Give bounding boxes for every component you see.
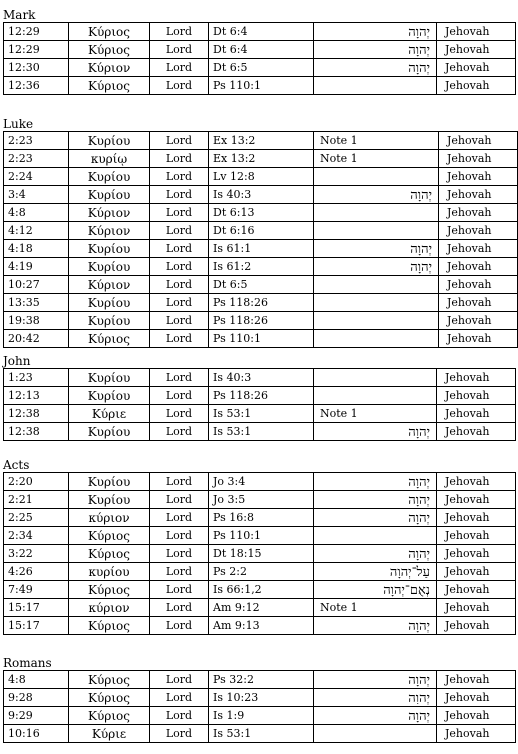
translation-cell: Jehovah <box>439 312 518 330</box>
greek-cell: κύριον <box>69 509 150 527</box>
english-cell: Lord <box>150 725 209 743</box>
section-john <box>3 354 490 441</box>
greek-cell: Κύριε <box>69 405 150 423</box>
ot-ref-cell: Is 61:2 <box>209 258 314 276</box>
hebrew-cell: יְהוָה <box>314 423 437 441</box>
table-row <box>4 423 516 441</box>
english-cell: Lord <box>150 423 209 441</box>
translation-cell: Jehovah <box>437 369 516 387</box>
translation-cell: Jehovah <box>437 563 516 581</box>
greek-cell: Κυρίου <box>69 423 150 441</box>
translation-cell: Jehovah <box>437 581 516 599</box>
verse-cell: 19:38 <box>4 312 69 330</box>
table-row <box>4 473 516 491</box>
translation-cell: Jehovah <box>439 294 518 312</box>
hebrew-cell: יְהוָה <box>314 59 437 77</box>
translation-cell: Jehovah <box>437 527 516 545</box>
hebrew-cell <box>314 204 439 222</box>
english-cell: Lord <box>150 707 209 725</box>
greek-cell: Κυρίου <box>69 294 150 312</box>
verse-cell: 4:8 <box>4 671 69 689</box>
english-cell: Lord <box>150 240 209 258</box>
table-row <box>4 689 516 707</box>
translation-cell: Jehovah <box>439 150 518 168</box>
english-cell: Lord <box>150 168 209 186</box>
table-row <box>4 581 516 599</box>
translation-cell: Jehovah <box>437 23 516 41</box>
translation-cell: Jehovah <box>439 258 518 276</box>
table-row <box>4 59 516 77</box>
hebrew-cell: Note 1 <box>314 599 437 617</box>
table-row <box>4 563 516 581</box>
table-row <box>4 509 516 527</box>
greek-cell: Κυρίου <box>69 186 150 204</box>
ot-ref-cell: Dt 6:5 <box>209 276 314 294</box>
verse-cell: 4:19 <box>4 258 69 276</box>
verse-cell: 12:38 <box>4 405 69 423</box>
table-row <box>4 150 518 168</box>
hebrew-cell: יְהוָה <box>314 240 439 258</box>
ot-ref-cell: Dt 6:4 <box>209 41 314 59</box>
translation-cell: Jehovah <box>437 77 516 95</box>
hebrew-cell: יְהוָה <box>314 186 439 204</box>
hebrew-cell: Note 1 <box>314 150 439 168</box>
ot-ref-cell: Am 9:13 <box>209 617 314 635</box>
section-mark <box>3 8 490 95</box>
ot-ref-cell: Ps 110:1 <box>209 77 314 95</box>
greek-cell: Κύριον <box>69 222 150 240</box>
greek-cell: Κυρίου <box>69 473 150 491</box>
reference-table <box>3 368 516 441</box>
translation-cell: Jehovah <box>439 240 518 258</box>
english-cell: Lord <box>150 509 209 527</box>
english-cell: Lord <box>150 77 209 95</box>
hebrew-cell: יְהוָה <box>314 671 437 689</box>
table-row <box>4 330 518 348</box>
ot-ref-cell: Ex 13:2 <box>209 132 314 150</box>
greek-cell: κυρίου <box>69 563 150 581</box>
section-acts <box>3 458 490 635</box>
english-cell: Lord <box>150 258 209 276</box>
table-row <box>4 387 516 405</box>
ot-ref-cell: Is 61:1 <box>209 240 314 258</box>
english-cell: Lord <box>150 222 209 240</box>
english-cell: Lord <box>150 581 209 599</box>
table-row <box>4 617 516 635</box>
hebrew-cell: יְהוָה <box>314 617 437 635</box>
hebrew-cell: עַל־יְהוָה <box>314 563 437 581</box>
verse-cell: 9:28 <box>4 689 69 707</box>
verse-cell: 2:21 <box>4 491 69 509</box>
verse-cell: 10:16 <box>4 725 69 743</box>
ot-ref-cell: Jo 3:5 <box>209 491 314 509</box>
greek-cell: Κύριος <box>69 545 150 563</box>
translation-cell: Jehovah <box>437 41 516 59</box>
greek-cell: Κύριος <box>69 581 150 599</box>
translation-cell: Jehovah <box>437 387 516 405</box>
hebrew-cell <box>314 294 439 312</box>
greek-cell: Κύριος <box>69 330 150 348</box>
greek-cell: Κυρίου <box>69 132 150 150</box>
ot-ref-cell: Is 10:23 <box>209 689 314 707</box>
english-cell: Lord <box>150 369 209 387</box>
verse-cell: 2:24 <box>4 168 69 186</box>
greek-cell: Κύριος <box>69 527 150 545</box>
ot-ref-cell: Dt 18:15 <box>209 545 314 563</box>
table-row <box>4 23 516 41</box>
ot-ref-cell: Ps 16:8 <box>209 509 314 527</box>
english-cell: Lord <box>150 59 209 77</box>
english-cell: Lord <box>150 689 209 707</box>
verse-cell: 4:12 <box>4 222 69 240</box>
ot-ref-cell: Is 53:1 <box>209 725 314 743</box>
hebrew-cell <box>314 168 439 186</box>
english-cell: Lord <box>150 41 209 59</box>
greek-cell: Κύριος <box>69 689 150 707</box>
translation-cell: Jehovah <box>439 132 518 150</box>
greek-cell: κυρίῳ <box>69 150 150 168</box>
english-cell: Lord <box>150 294 209 312</box>
english-cell: Lord <box>150 617 209 635</box>
translation-cell: Jehovah <box>437 473 516 491</box>
verse-cell: 2:25 <box>4 509 69 527</box>
hebrew-cell: יְהוָה <box>314 23 437 41</box>
ot-ref-cell: Am 9:12 <box>209 599 314 617</box>
ot-ref-cell: Lv 12:8 <box>209 168 314 186</box>
translation-cell: Jehovah <box>439 186 518 204</box>
verse-cell: 12:36 <box>4 77 69 95</box>
table-row <box>4 77 516 95</box>
ot-ref-cell: Is 40:3 <box>209 186 314 204</box>
hebrew-cell <box>314 527 437 545</box>
ot-ref-cell: Jo 3:4 <box>209 473 314 491</box>
verse-cell: 4:8 <box>4 204 69 222</box>
translation-cell: Jehovah <box>437 617 516 635</box>
verse-cell: 10:27 <box>4 276 69 294</box>
hebrew-cell: יְהוָה <box>314 258 439 276</box>
ot-ref-cell: Dt 6:4 <box>209 23 314 41</box>
english-cell: Lord <box>150 204 209 222</box>
hebrew-cell: יְהוָה <box>314 41 437 59</box>
table-row <box>4 707 516 725</box>
section-romans <box>3 656 490 743</box>
verse-cell: 4:26 <box>4 563 69 581</box>
verse-cell: 15:17 <box>4 599 69 617</box>
hebrew-cell: יְהוָה <box>314 473 437 491</box>
verse-cell: 2:20 <box>4 473 69 491</box>
translation-cell: Jehovah <box>437 671 516 689</box>
hebrew-cell <box>314 77 437 95</box>
ot-ref-cell: Ex 13:2 <box>209 150 314 168</box>
ot-ref-cell: Is 53:1 <box>209 423 314 441</box>
translation-cell: Jehovah <box>437 725 516 743</box>
verse-cell: 12:29 <box>4 23 69 41</box>
ot-ref-cell: Ps 2:2 <box>209 563 314 581</box>
greek-cell: Κυρίου <box>69 491 150 509</box>
translation-cell: Jehovah <box>437 405 516 423</box>
greek-cell: Κύριος <box>69 23 150 41</box>
hebrew-cell <box>314 725 437 743</box>
hebrew-cell: יְהוָה <box>314 491 437 509</box>
table-row <box>4 405 516 423</box>
section-title: John <box>3 354 31 368</box>
reference-table <box>3 131 518 348</box>
hebrew-cell: יְהוָה <box>314 509 437 527</box>
verse-cell: 13:35 <box>4 294 69 312</box>
ot-ref-cell: Ps 118:26 <box>209 294 314 312</box>
hebrew-cell: נְאֻם־יְהוָה <box>314 581 437 599</box>
greek-cell: κύριον <box>69 599 150 617</box>
verse-cell: 12:38 <box>4 423 69 441</box>
reference-table <box>3 670 516 743</box>
table-row <box>4 599 516 617</box>
verse-cell: 3:22 <box>4 545 69 563</box>
translation-cell: Jehovah <box>437 689 516 707</box>
ot-ref-cell: Is 53:1 <box>209 405 314 423</box>
ot-ref-cell: Ps 118:26 <box>209 387 314 405</box>
table-row <box>4 168 518 186</box>
table-row <box>4 491 516 509</box>
english-cell: Lord <box>150 599 209 617</box>
english-cell: Lord <box>150 150 209 168</box>
table-row <box>4 222 518 240</box>
verse-cell: 9:29 <box>4 707 69 725</box>
table-row <box>4 294 518 312</box>
verse-cell: 2:23 <box>4 150 69 168</box>
translation-cell: Jehovah <box>439 330 518 348</box>
section-title: Luke <box>3 117 34 131</box>
english-cell: Lord <box>150 405 209 423</box>
table-row <box>4 545 516 563</box>
hebrew-cell: Note 1 <box>314 405 437 423</box>
ot-ref-cell: Is 1:9 <box>209 707 314 725</box>
table-row <box>4 132 518 150</box>
verse-cell: 15:17 <box>4 617 69 635</box>
greek-cell: Κύριε <box>69 725 150 743</box>
verse-cell: 2:34 <box>4 527 69 545</box>
translation-cell: Jehovah <box>437 509 516 527</box>
ot-ref-cell: Dt 6:5 <box>209 59 314 77</box>
section-title: Acts <box>3 458 30 472</box>
table-row <box>4 186 518 204</box>
translation-cell: Jehovah <box>439 204 518 222</box>
translation-cell: Jehovah <box>437 545 516 563</box>
english-cell: Lord <box>150 671 209 689</box>
translation-cell: Jehovah <box>439 168 518 186</box>
table-row <box>4 725 516 743</box>
translation-cell: Jehovah <box>437 423 516 441</box>
greek-cell: Κυρίου <box>69 240 150 258</box>
verse-cell: 12:29 <box>4 41 69 59</box>
translation-cell: Jehovah <box>437 707 516 725</box>
hebrew-cell: יְהוִה <box>314 689 437 707</box>
ot-ref-cell: Ps 110:1 <box>209 330 314 348</box>
ot-ref-cell: Is 66:1,2 <box>209 581 314 599</box>
verse-cell: 3:4 <box>4 186 69 204</box>
ot-ref-cell: Ps 118:26 <box>209 312 314 330</box>
table-row <box>4 204 518 222</box>
english-cell: Lord <box>150 527 209 545</box>
greek-cell: Κύριος <box>69 617 150 635</box>
verse-cell: 12:30 <box>4 59 69 77</box>
hebrew-cell <box>314 369 437 387</box>
greek-cell: Κύριον <box>69 204 150 222</box>
section-luke <box>3 117 492 348</box>
english-cell: Lord <box>150 312 209 330</box>
ot-ref-cell: Ps 110:1 <box>209 527 314 545</box>
table-row <box>4 369 516 387</box>
english-cell: Lord <box>150 387 209 405</box>
hebrew-cell: יְהוָה <box>314 707 437 725</box>
greek-cell: Κυρίου <box>69 369 150 387</box>
hebrew-cell <box>314 312 439 330</box>
table-row <box>4 258 518 276</box>
ot-ref-cell: Dt 6:16 <box>209 222 314 240</box>
greek-cell: Κυρίου <box>69 312 150 330</box>
greek-cell: Κύριος <box>69 41 150 59</box>
verse-cell: 12:13 <box>4 387 69 405</box>
ot-ref-cell: Ps 32:2 <box>209 671 314 689</box>
english-cell: Lord <box>150 186 209 204</box>
translation-cell: Jehovah <box>437 491 516 509</box>
greek-cell: Κύριος <box>69 707 150 725</box>
hebrew-cell <box>314 222 439 240</box>
greek-cell: Κυρίου <box>69 258 150 276</box>
english-cell: Lord <box>150 23 209 41</box>
translation-cell: Jehovah <box>439 276 518 294</box>
table-row <box>4 276 518 294</box>
english-cell: Lord <box>150 276 209 294</box>
section-title: Romans <box>3 656 52 670</box>
section-title: Mark <box>3 8 36 22</box>
table-row <box>4 312 518 330</box>
hebrew-cell <box>314 387 437 405</box>
hebrew-cell: Note 1 <box>314 132 439 150</box>
translation-cell: Jehovah <box>439 222 518 240</box>
greek-cell: Κύριος <box>69 671 150 689</box>
verse-cell: 20:42 <box>4 330 69 348</box>
table-row <box>4 240 518 258</box>
english-cell: Lord <box>150 545 209 563</box>
greek-cell: Κυρίου <box>69 387 150 405</box>
ot-ref-cell: Is 40:3 <box>209 369 314 387</box>
table-row <box>4 671 516 689</box>
greek-cell: Κύριον <box>69 276 150 294</box>
translation-cell: Jehovah <box>437 599 516 617</box>
translation-cell: Jehovah <box>437 59 516 77</box>
greek-cell: Κύριος <box>69 77 150 95</box>
verse-cell: 1:23 <box>4 369 69 387</box>
verse-cell: 2:23 <box>4 132 69 150</box>
english-cell: Lord <box>150 330 209 348</box>
verse-cell: 4:18 <box>4 240 69 258</box>
reference-table <box>3 472 516 635</box>
english-cell: Lord <box>150 473 209 491</box>
ot-ref-cell: Dt 6:13 <box>209 204 314 222</box>
greek-cell: Κύριον <box>69 59 150 77</box>
hebrew-cell <box>314 276 439 294</box>
english-cell: Lord <box>150 563 209 581</box>
greek-cell: Κυρίου <box>69 168 150 186</box>
verse-cell: 7:49 <box>4 581 69 599</box>
hebrew-cell: יְהוָה <box>314 545 437 563</box>
table-row <box>4 527 516 545</box>
english-cell: Lord <box>150 491 209 509</box>
hebrew-cell <box>314 330 439 348</box>
reference-table <box>3 22 516 95</box>
english-cell: Lord <box>150 132 209 150</box>
table-row <box>4 41 516 59</box>
